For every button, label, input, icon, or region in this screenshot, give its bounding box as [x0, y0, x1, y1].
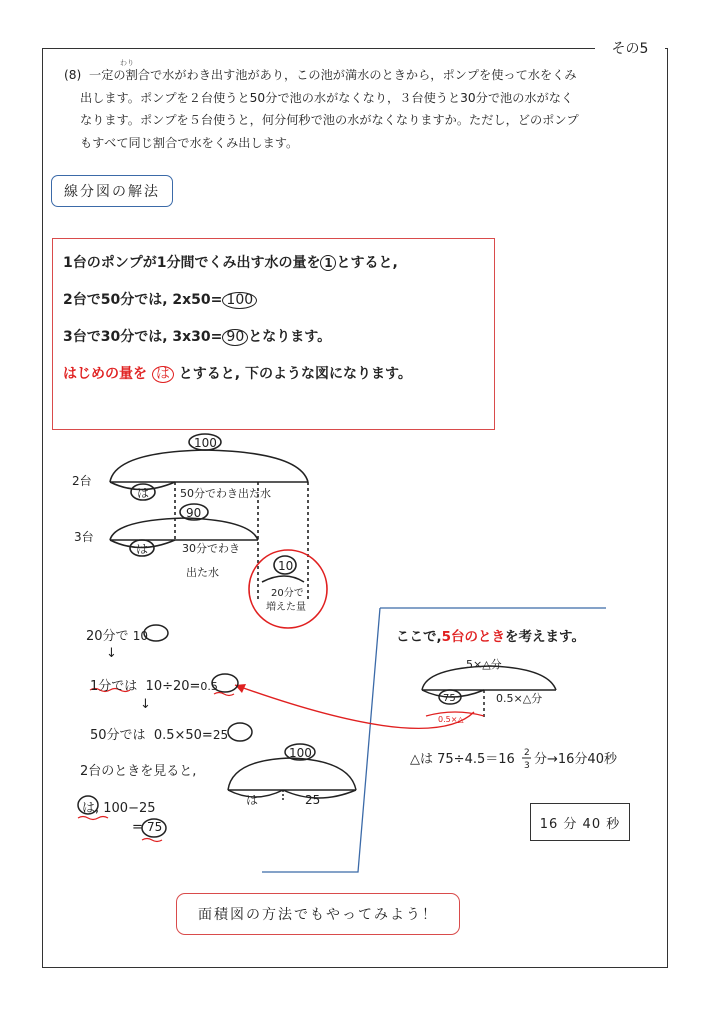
- title-text: ここで,: [396, 629, 442, 645]
- title-highlight: 5台のとき: [441, 629, 506, 645]
- problem-line-2: 出します。ポンプを２台使うと50分で池の水がなくなり，３台使うと30分で池の水がなく: [80, 90, 574, 105]
- calc-circled: 25: [212, 728, 229, 742]
- calc-expression: 10÷20=: [145, 679, 201, 694]
- label-red-spring: 0.5×△: [438, 715, 464, 724]
- calc-expression: 0.5×50=: [153, 728, 213, 743]
- try-area-method-banner: 面積図の方法でもやってみよう！: [176, 893, 460, 935]
- brace-10: [262, 576, 304, 582]
- calc-arrow: ↓: [106, 646, 117, 661]
- label-75: 75: [443, 693, 456, 704]
- label-initial: は: [136, 542, 149, 556]
- label-small-initial: は: [246, 793, 259, 807]
- method-heading: 線分図の解法: [51, 175, 173, 207]
- wavy-underline: [142, 839, 162, 842]
- label-90: 90: [186, 506, 202, 520]
- label-10: 10: [278, 559, 294, 573]
- explanation-text: となります。: [248, 329, 332, 345]
- calc-text: 50分では: [90, 728, 146, 743]
- explanation-text: 3台で30分では, 3x30=: [63, 329, 223, 345]
- calc-text: =: [132, 820, 143, 835]
- page-number: その5: [595, 38, 665, 58]
- label-spring-30b: 出た水: [186, 566, 219, 579]
- circle-calc-25: [228, 723, 252, 741]
- calc-line-3: [90, 724, 228, 743]
- problem-line-1: 一定の割合で水がわき出す池があり，この池が満水のときから，ポンプを使って水をくみ: [89, 68, 577, 82]
- problem-line-4: もすべて同じ割合で水をくみ出します。: [80, 135, 299, 150]
- calc-line-6: [132, 820, 162, 835]
- calc-line-1: [86, 625, 148, 644]
- brace-small-100: [228, 758, 356, 790]
- explanation-text: 1台のポンプが1分間でくみ出す水の量を: [63, 255, 321, 271]
- calc-text: 20分で: [86, 629, 129, 644]
- explanation-text: とすると,: [336, 255, 398, 271]
- answer-box: 16 分 40 秒: [530, 803, 630, 841]
- problem-line-3: なります。ポンプを５台使うと，何分何秒で池の水がなくなりますか。ただし，どのポンプ: [80, 113, 579, 127]
- label-100: 100: [194, 436, 217, 450]
- label-small-100: 100: [289, 746, 312, 760]
- calc-expression: は, 100−25: [82, 801, 156, 816]
- circled-number: 90: [222, 329, 248, 346]
- five-pumps-title: [396, 625, 585, 645]
- calc-circled: 10: [132, 629, 148, 643]
- label-small-25: 25: [305, 793, 321, 807]
- label-initial: は: [137, 486, 150, 500]
- calc-line-2: [90, 675, 218, 694]
- calc-circled: 75: [147, 820, 163, 834]
- circled-initial: は: [152, 366, 174, 383]
- formula-delta: △は 75÷4.5＝16: [410, 752, 515, 767]
- label-20-min: 20分で: [271, 588, 304, 599]
- calc-line-5: [82, 797, 156, 816]
- calc-arrow: ↓: [140, 697, 151, 712]
- wavy-underline: [78, 817, 108, 820]
- formula-tail: 分→16分40秒: [534, 752, 617, 767]
- explanation-text: 2台で50分では, 2x50=: [63, 292, 223, 308]
- label-increased: 増えた量: [266, 602, 306, 613]
- fraction-numerator: 2: [524, 748, 530, 758]
- row-label-3: 3台: [74, 530, 94, 544]
- circled-number: 1: [320, 255, 336, 271]
- label-spring-30a: 30分でわき: [182, 542, 240, 555]
- label-spring-50: 50分でわき出た水: [180, 487, 271, 500]
- brace-100: [110, 450, 308, 482]
- explanation-text: とすると, 下のような図になります。: [178, 366, 412, 382]
- row-label-2: 2台: [72, 474, 92, 488]
- problem-number: (8): [64, 68, 82, 82]
- calc-circled: 0.5: [200, 680, 218, 693]
- label-five-total: 5×△分: [466, 658, 502, 671]
- ruby-reading: わり: [120, 59, 134, 67]
- label-spring-five: 0.5×△分: [496, 692, 543, 705]
- explanation-text: はじめの量を: [63, 366, 147, 382]
- fraction-denominator: 3: [524, 761, 530, 771]
- brace-90: [110, 518, 258, 540]
- calc-line-4: 2台のときを見ると,: [80, 764, 197, 779]
- calc-text: 1分では: [90, 679, 138, 694]
- blue-divider: [262, 608, 380, 872]
- circled-number: 100: [222, 292, 257, 309]
- title-text: を考えます。: [505, 629, 585, 645]
